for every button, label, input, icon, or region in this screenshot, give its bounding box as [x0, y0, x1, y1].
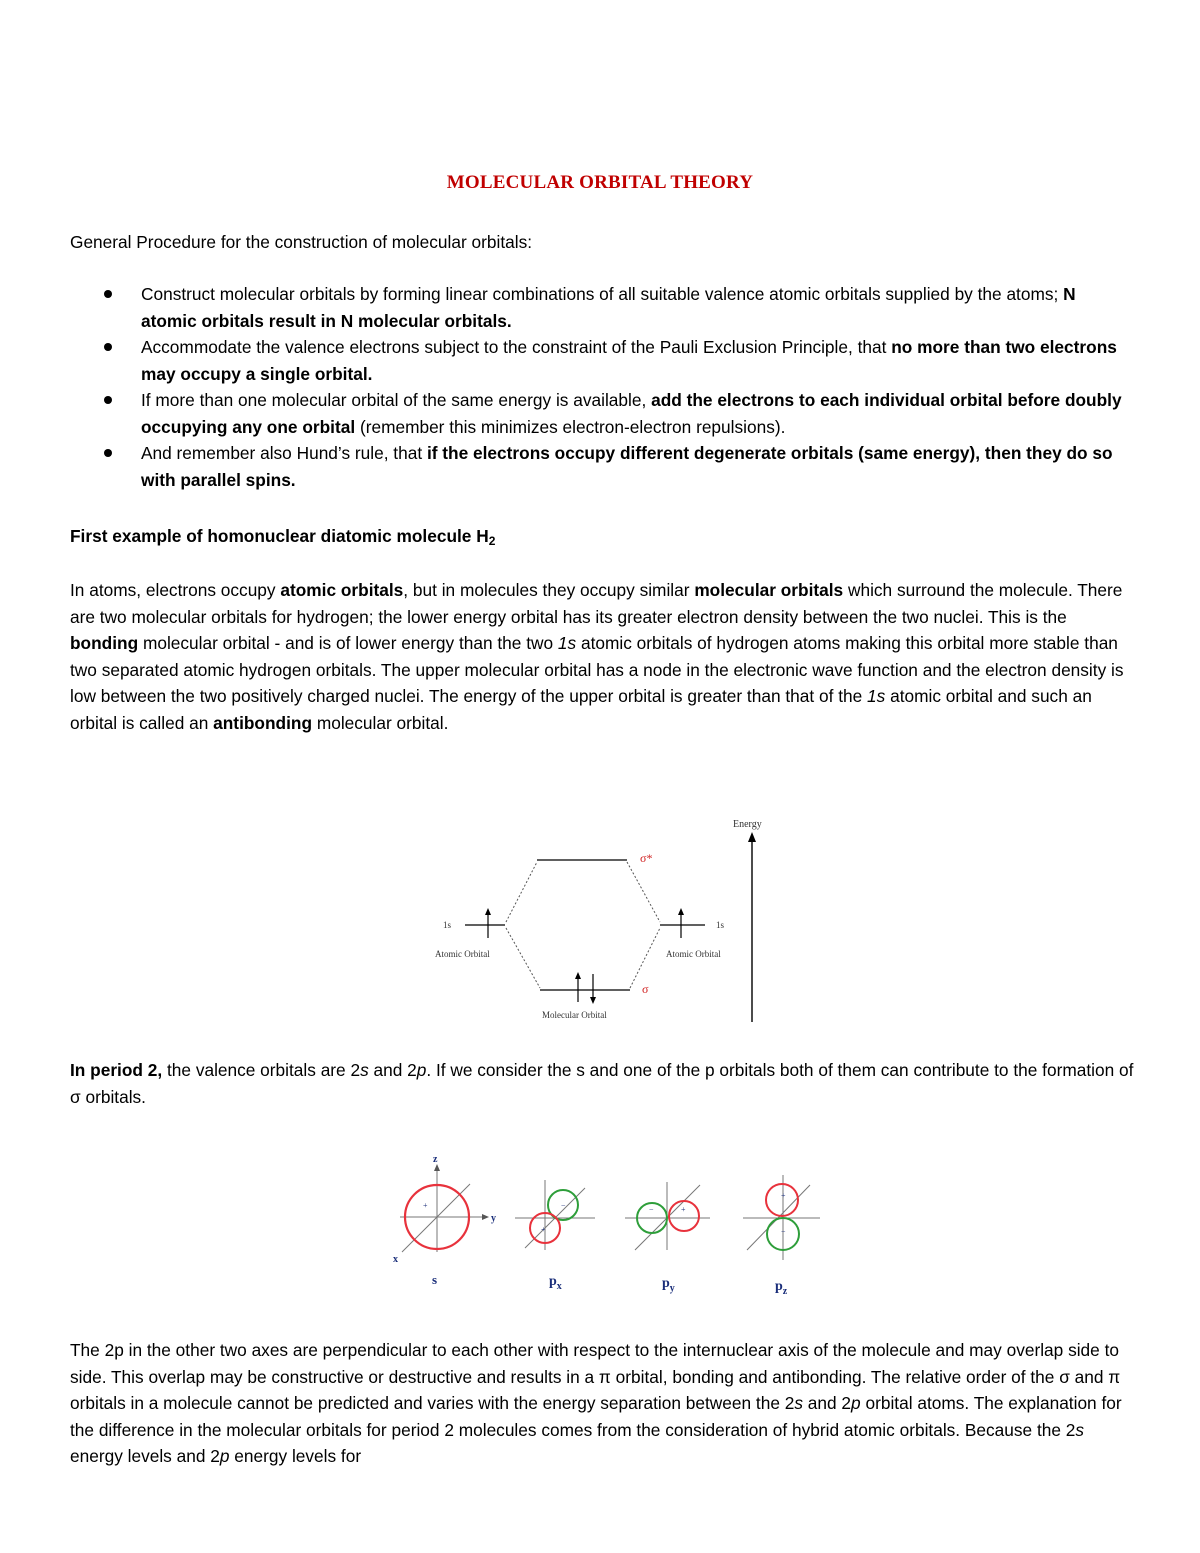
molecular-orbital-caption: Molecular Orbital [542, 1010, 607, 1020]
sigma-star-label: σ* [640, 851, 653, 865]
pz-orbital [743, 1175, 820, 1297]
energy-arrow-icon [748, 832, 756, 842]
left-atomic-orbital-caption: Atomic Orbital [435, 949, 490, 959]
h2-mo-diagram [420, 810, 780, 1030]
svg-text:+: + [541, 1225, 546, 1234]
svg-text:−: − [649, 1205, 654, 1214]
svg-text:+: + [781, 1191, 786, 1200]
svg-text:−: − [781, 1227, 786, 1236]
svg-text:+: + [423, 1201, 428, 1210]
right-1s-label: 1s [716, 920, 725, 930]
bullet-icon [104, 290, 112, 298]
list-item: If more than one molecular orbital of the same energy is available, add the electrons to each individual orbital before doubly occupying any one orbital (remember this minimizes electron-electron repulsions). [70, 387, 1135, 440]
list-item: Accommodate the valence electrons subject to the constraint of the Pauli Exclusion Principle, that no more than two electrons may occupy a single orbital. [70, 334, 1135, 387]
sigma-label: σ [642, 982, 649, 996]
s-orbital [393, 1154, 496, 1287]
list-item: Construct molecular orbitals by forming linear combinations of all suitable valence atomic orbitals supplied by the atoms; N atomic orbitals result in N molecular orbitals. [70, 281, 1135, 334]
pz-label: $p_z$ [775, 1279, 788, 1297]
svg-text:y: y [491, 1213, 496, 1224]
bullet-icon [104, 396, 112, 404]
py-label: $p_y$ [662, 1276, 675, 1294]
s-label: s [432, 1272, 438, 1287]
bullet-icon [104, 449, 112, 457]
page-title: MOLECULAR ORBITAL THEORY [446, 172, 754, 193]
left-1s-label: 1s [443, 920, 452, 930]
px-label: $p_x$ [549, 1274, 562, 1292]
svg-text:z: z [433, 1154, 438, 1165]
right-atomic-orbital-caption: Atomic Orbital [666, 949, 721, 959]
list-item: And remember also Hund’s rule, that if the electrons occupy different degenerate orbitals (same energy), then they do so with parallel spins. [70, 440, 1135, 493]
py-orbital [625, 1182, 710, 1294]
intro-text: General Procedure for the construction of molecular orbitals: [70, 232, 533, 252]
svg-text:−: − [561, 1201, 566, 1210]
svg-text:x: x [393, 1254, 398, 1265]
orbital-shapes-figure [385, 1150, 825, 1300]
energy-label: Energy [733, 819, 762, 830]
bullet-icon [104, 343, 112, 351]
px-orbital [515, 1180, 595, 1292]
hydrogen-paragraph: In atoms, electrons occupy atomic orbitals, but in molecules they occupy similar molecular orbitals which surround the molecule. There are two molecular orbitals for hydrogen; the lower energy orbital has its greater electron density between the two nuclei. This is the bonding molecular orbital - and is of lower energy than the two 1s atomic orbitals of hydrogen atoms making this orbital more stable than two separated atomic hydrogen orbitals. The upper molecular orbital has a node in the electronic wave function and the electron density is low between the two positively charged nuclei. The energy of the upper orbital is greater than that of the 1s atomic orbital and such an orbital is called an antibonding molecular orbital. [70, 580, 1124, 733]
correlation-lines [506, 862, 660, 988]
procedure-list [70, 281, 1135, 493]
pi-orbital-paragraph: The 2p in the other two axes are perpendicular to each other with respect to the internuclear axis of the molecule and may overlap side to side. This overlap may be constructive or destructive and results in a π orbital, bonding and antibonding. The relative order of the σ and π orbitals in a molecule cannot be predicted and varies with the energy separation between the 2s and 2p orbital atoms. The explanation for the difference in the molecular orbitals for period 2 molecules comes from the consideration of hybrid atomic orbitals. Because the 2s energy levels and 2p energy levels for [70, 1340, 1122, 1466]
svg-text:+: + [681, 1205, 686, 1214]
period-two-paragraph: In period 2, the valence orbitals are 2s and 2p. If we consider the s and one of the p orbitals both of them can contribute to the formation of σ orbitals. [70, 1060, 1134, 1107]
example-heading: First example of homonuclear diatomic molecule $H_2$ [70, 526, 496, 548]
